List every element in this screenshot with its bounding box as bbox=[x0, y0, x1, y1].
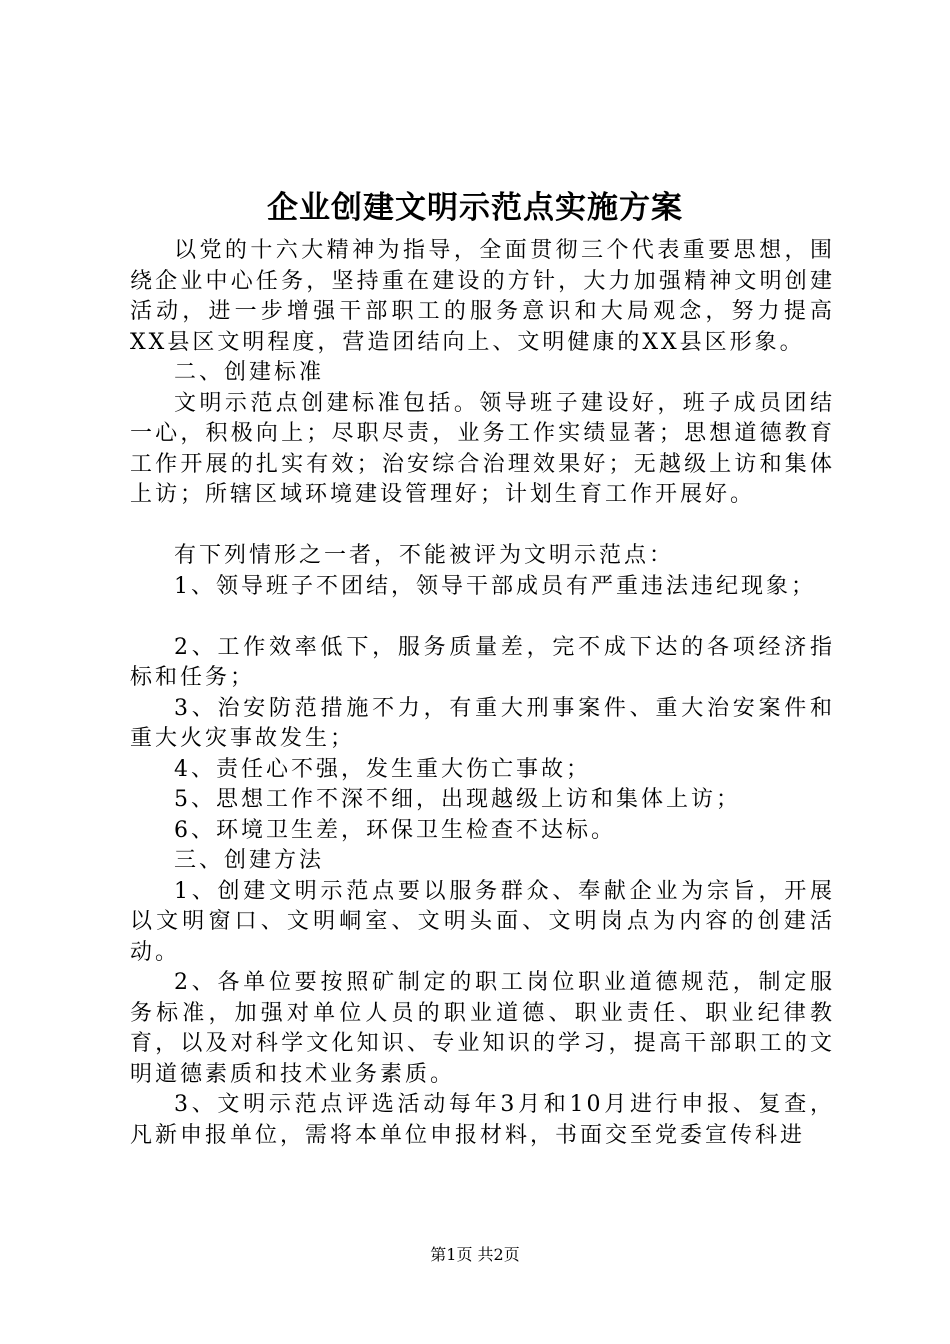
paragraph-standards: 文明示范点创建标准包括。领导班子建设好，班子成员团结一心，积极向上；尽职尽责，业务工作实绩显著；思想道德教育工作开展的扎实有效；治安综合治理效果好；无越级上访和集体上访；所辖区域环境建设管理好；计划生育工作开展好。 bbox=[130, 390, 835, 507]
list-item-exclusion-1: 1、领导班子不团结，领导干部成员有严重违法违纪现象； bbox=[174, 573, 816, 599]
list-item-method-2: 2、各单位要按照矿制定的职工岗位职业道德规范，制定服务标准，加强对单位人员的职业道德、职业责任、职业纪律教育，以及对科学文化知识、专业知识的学习，提高干部职工的文明道德素质和技术业务素质。 bbox=[130, 970, 835, 1087]
paragraph-exclusions-intro: 有下列情形之一者，不能被评为文明示范点： bbox=[174, 543, 675, 568]
list-item-exclusion-4: 4、责任心不强，发生重大伤亡事故； bbox=[174, 756, 591, 782]
list-item-exclusion-6: 6、环境卫生差，环保卫生检查不达标。 bbox=[174, 817, 616, 843]
list-item-exclusion-5: 5、思想工作不深不细，出现越级上访和集体上访； bbox=[174, 787, 741, 812]
blank-line bbox=[130, 511, 835, 542]
list-item-exclusion-3: 3、治安防范措施不力，有重大刑事案件、重大治安案件和重大火灾事故发生； bbox=[130, 695, 835, 751]
section-heading-methods: 三、创建方法 bbox=[174, 848, 325, 873]
document-title: 企业创建文明示范点实施方案 bbox=[267, 190, 683, 226]
list-item-exclusion-2: 2、工作效率低下，服务质量差，完不成下达的各项经济指标和任务； bbox=[130, 634, 835, 690]
list-item-method-1: 1、创建文明示范点要以服务群众、奉献企业为宗旨，开展以文明窗口、文明峒室、文明头面、文明岗点为内容的创建活动。 bbox=[130, 878, 835, 965]
paragraph-intro: 以党的十六大精神为指导，全面贯彻三个代表重要思想，围绕企业中心任务，坚持重在建设的方针，大力加强精神文明创建活动，进一步增强干部职工的服务意识和大局观念，努力提高XX县区文明程度，营造团结向上、文明健康的XX县区形象。 bbox=[130, 238, 835, 355]
document-body bbox=[130, 236, 835, 1151]
section-heading-standards: 二、创建标准 bbox=[174, 360, 325, 385]
list-item-method-3: 3、文明示范点评选活动每年3月和10月进行申报、复查，凡新申报单位，需将本单位申报材料，书面交至党委宣传科进 bbox=[130, 1092, 835, 1148]
page-number-footer: 第1页 共2页 bbox=[430, 1245, 520, 1264]
blank-line bbox=[130, 602, 835, 633]
